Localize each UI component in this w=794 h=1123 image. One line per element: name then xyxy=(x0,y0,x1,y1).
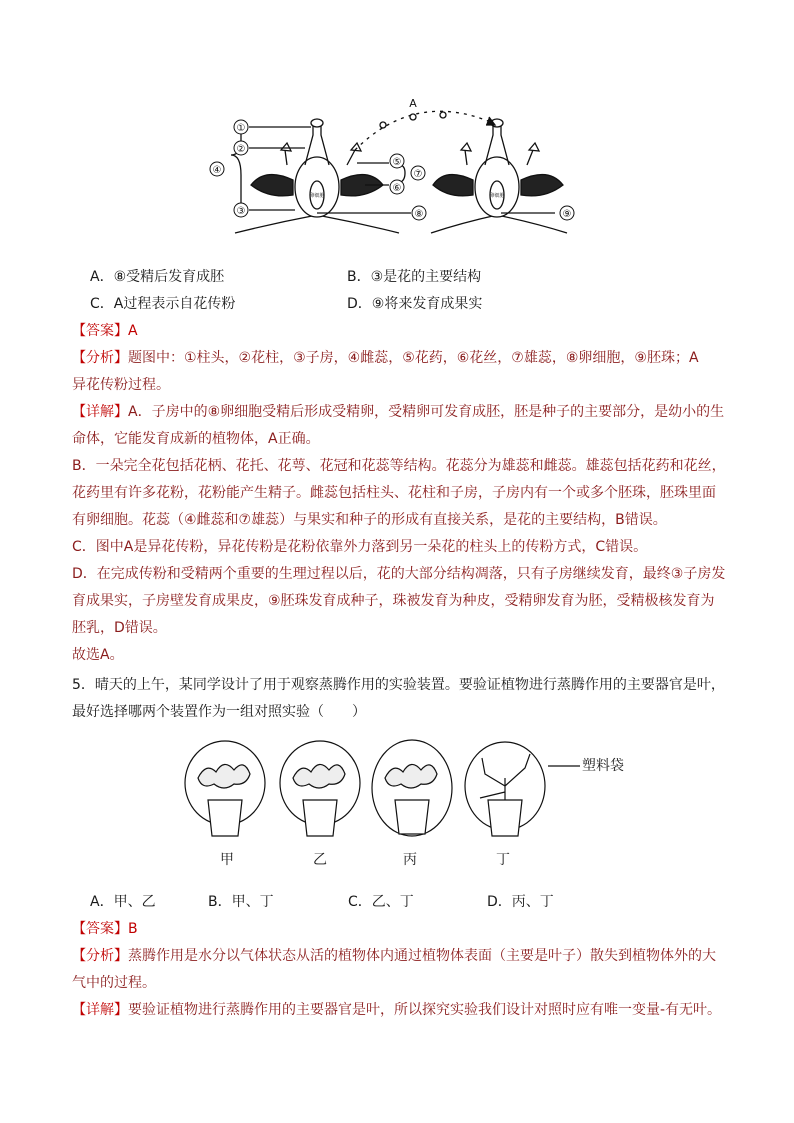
q5-option-b: B．甲、丁 xyxy=(208,894,274,910)
transpiration-setup-figure xyxy=(180,738,640,848)
label-9: ⑨ xyxy=(562,209,572,220)
q4-detail-line6: C．图中A是异花传粉，异花传粉是花粉依靠外力落到另一朵花的柱头上的传粉方式，C错误。 xyxy=(72,539,648,555)
label-A: A xyxy=(409,97,417,110)
q4-option-c: C．A过程表示自花传粉 xyxy=(90,296,236,312)
q4-detail-line4: 花药里有许多花粉，花粉能产生精子。雌蕊包括柱头、花柱和子房，子房内有一个或多个胚珠，胚珠里面 xyxy=(72,485,716,501)
q4-option-b: B．③是花的主要结构 xyxy=(347,269,482,285)
ovule-text-left: 卵细胞 xyxy=(309,193,325,199)
plant-label-ding: 丁 xyxy=(496,852,510,868)
q5-stem-line2: 最好选择哪两个装置作为一组对照实验（ ） xyxy=(72,704,366,720)
q4-detail-line1: 【详解】A．子房中的⑧卵细胞受精后形成受精卵，受精卵可发育成胚，胚是种子的主要部分，是幼小的生 xyxy=(72,404,725,420)
label-3: ③ xyxy=(236,206,246,217)
label-4: ④ xyxy=(212,165,222,176)
q5-answer: 【答案】B xyxy=(72,921,138,937)
q4-detail-line9: 胚乳，D错误。 xyxy=(72,620,167,636)
q4-detail-line7: D．在完成传粉和受精两个重要的生理过程以后，花的大部分结构凋落，只有子房继续发育，最终③子房发 xyxy=(72,566,726,582)
analysis-tag: 【分析】 xyxy=(72,350,128,366)
label-2: ② xyxy=(236,144,246,155)
label-1: ① xyxy=(236,123,246,134)
q4-detail-line3: B．一朵完全花包括花柄、花托、花萼、花冠和花蕊等结构。花蕊分为雄蕊和雌蕊。雄蕊包括花药和花丝， xyxy=(72,458,726,474)
plant-label-jia: 甲 xyxy=(220,852,234,868)
q4-conclusion: 故选A。 xyxy=(72,647,124,663)
q4-analysis-line1: 【分析】题图中：①柱头，②花柱，③子房，④雌蕊，⑤花药，⑥花丝，⑦雄蕊，⑧卵细胞，⑨胚珠；A xyxy=(72,350,699,366)
q4-detail-line8: 育成果实，子房壁发育成果皮，⑨胚珠发育成种子，珠被发育为种皮，受精卵发育为胚，受精极核发育为 xyxy=(72,593,715,609)
q5-analysis-line1: 【分析】蒸腾作用是水分以气体状态从活的植物体内通过植物体表面（主要是叶子）散失到植物体外的大 xyxy=(72,948,716,964)
q5-detail-line1: 【详解】要验证植物进行蒸腾作用的主要器官是叶，所以探究实验我们设计对照时应有唯一变量-有无叶。 xyxy=(72,1002,722,1018)
label-7: ⑦ xyxy=(413,169,423,180)
q4-option-d: D．⑨将来发育成果实 xyxy=(347,296,483,312)
q4-analysis-line2: 异花传粉过程。 xyxy=(72,377,170,393)
detail-tag: 【详解】 xyxy=(72,404,128,420)
q5-analysis-line2: 气中的过程。 xyxy=(72,975,156,991)
q4-detail-line5: 有卵细胞。花蕊（④雌蕊和⑦雄蕊）与果实和种子的形成有直接关系，是花的主要结构，B错误。 xyxy=(72,512,667,528)
q5-stem-line1: 5．晴天的上午，某同学设计了用于观察蒸腾作用的实验装置。要验证植物进行蒸腾作用的主要器官是叶， xyxy=(72,677,725,693)
plant-label-yi: 乙 xyxy=(313,852,327,868)
q4-detail-line2: 命体，它能发育成新的植物体，A正确。 xyxy=(72,431,320,447)
plastic-bag-label: 塑料袋 xyxy=(582,758,624,774)
answer-value: A xyxy=(128,323,138,339)
q5-option-d: D．丙、丁 xyxy=(487,894,554,910)
q4-answer xyxy=(72,321,746,341)
plant-label-bing: 丙 xyxy=(403,852,417,868)
q5-option-a: A．甲、乙 xyxy=(90,894,156,910)
label-8: ⑧ xyxy=(414,209,424,220)
label-6: ⑥ xyxy=(392,183,402,194)
flower-pollination-figure xyxy=(205,95,585,245)
q4-option-a: A．⑧受精后发育成胚 xyxy=(90,269,225,285)
answer-tag: 【答案】 xyxy=(72,323,128,339)
label-5: ⑤ xyxy=(392,157,402,168)
ovule-text-right: 卵细胞 xyxy=(489,193,505,199)
q5-option-c: C．乙、丁 xyxy=(348,894,414,910)
